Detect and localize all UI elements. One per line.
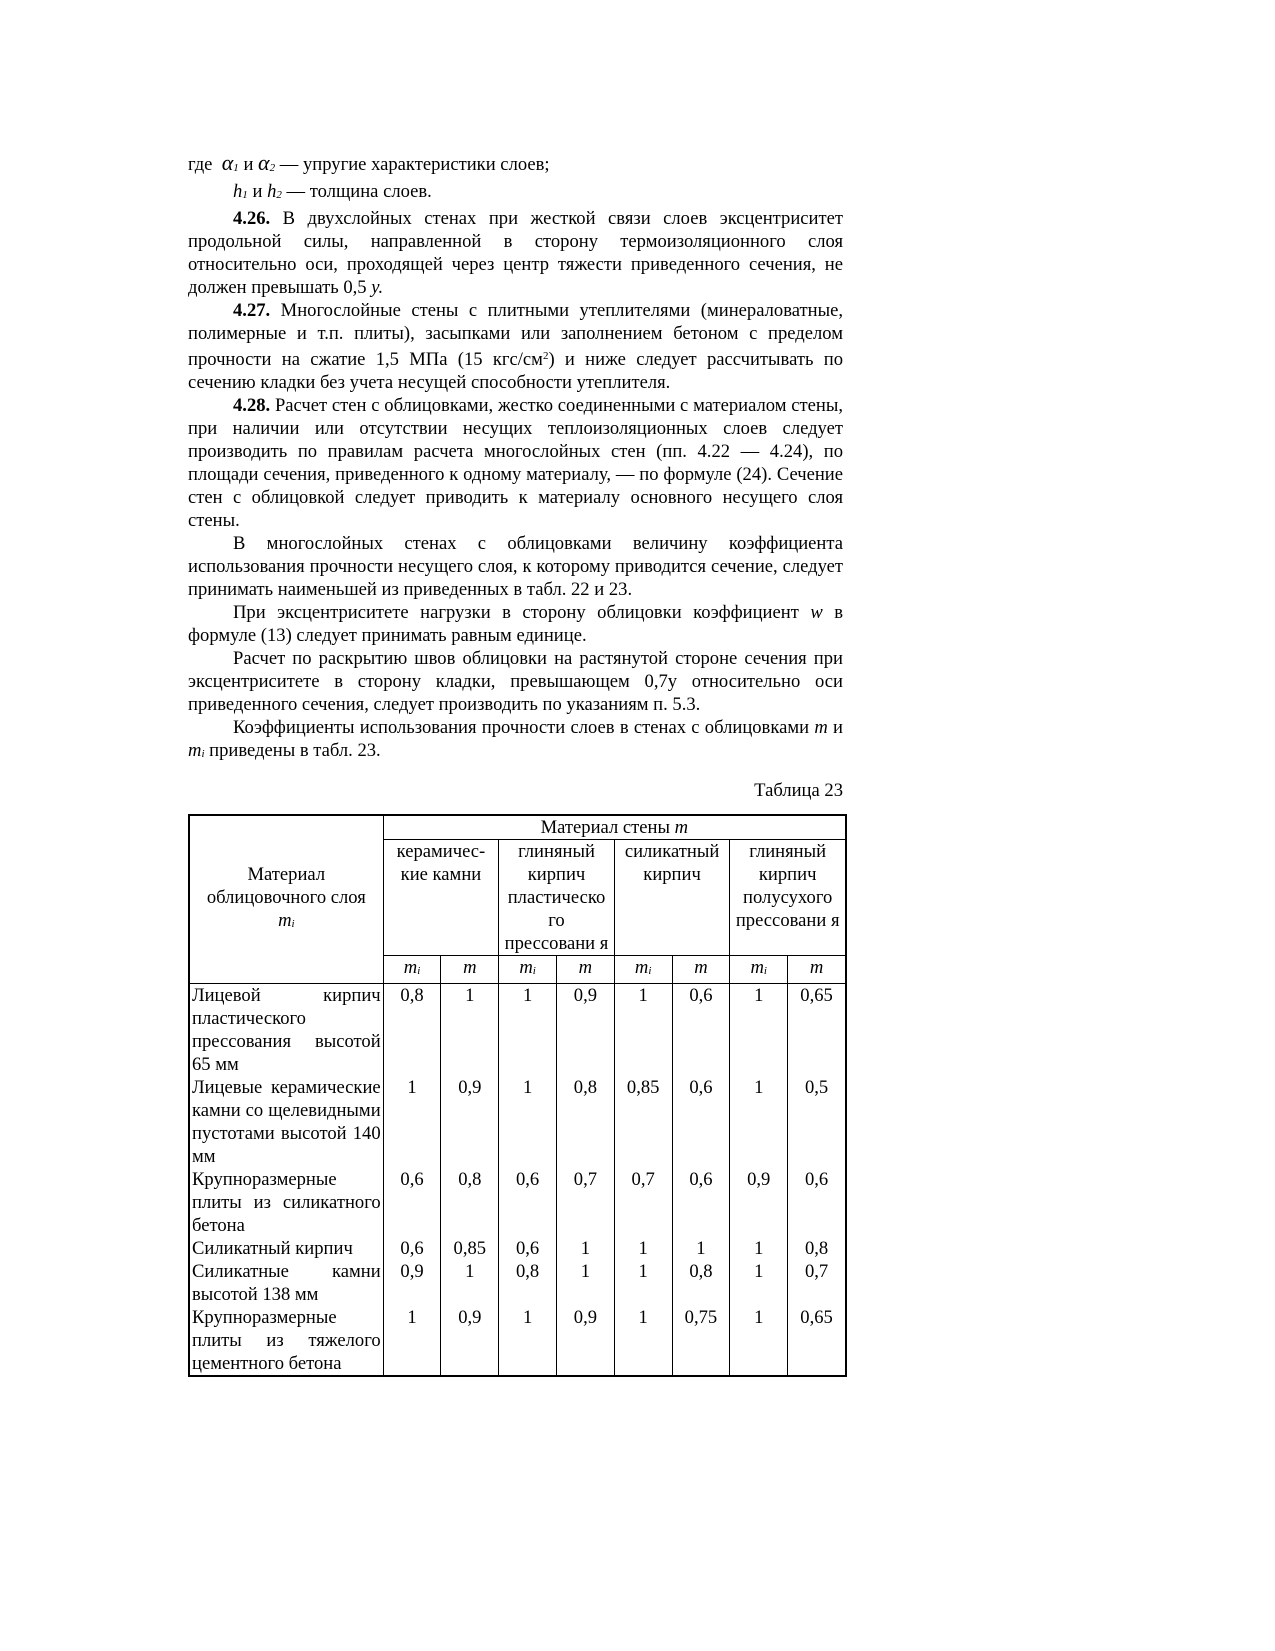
mi-subscript: i bbox=[648, 965, 652, 977]
row-label: Крупноразмерные плиты из силикатного бетона bbox=[189, 1168, 383, 1237]
table-cell: 1 bbox=[614, 1237, 672, 1260]
alpha2-symbol: α bbox=[258, 150, 270, 175]
table-cell: 0,8 bbox=[788, 1237, 846, 1260]
table-cell: 0,8 bbox=[441, 1168, 499, 1237]
table-cell: 1 bbox=[730, 1237, 788, 1260]
paragraph-multilayer bbox=[188, 532, 843, 601]
row-label: Крупноразмерные плиты из тяжелого цементного бетона bbox=[189, 1306, 383, 1376]
subheader-m: m bbox=[788, 956, 846, 984]
table-header-row bbox=[189, 815, 846, 840]
wall-material-label: Материал стены bbox=[540, 817, 670, 838]
table-cell: 1 bbox=[441, 1260, 499, 1306]
mi-subscript: i bbox=[201, 748, 205, 760]
mi-subscript: i bbox=[417, 965, 421, 977]
table-cell: 1 bbox=[672, 1237, 730, 1260]
mi-symbol: m bbox=[750, 957, 764, 978]
row-label: Лицевые керамические камни со щелевидными пустотами высотой 140 мм bbox=[189, 1076, 383, 1168]
subheader-mi bbox=[730, 956, 788, 984]
table-cell: 0,9 bbox=[557, 984, 615, 1077]
paragraph-text-continued: приведены в табл. 23. bbox=[209, 740, 381, 761]
paragraph-4-28 bbox=[188, 394, 843, 532]
row-label: Силикатный кирпич bbox=[189, 1237, 383, 1260]
table-cell: 0,6 bbox=[672, 1076, 730, 1168]
table-cell: 0,8 bbox=[383, 984, 441, 1077]
clause-number: 4.27. bbox=[233, 300, 271, 321]
table-cell: 1 bbox=[614, 984, 672, 1077]
group-header: керамичес-кие камни bbox=[383, 840, 499, 956]
table-cell: 1 bbox=[614, 1306, 672, 1376]
paragraph-crack bbox=[188, 647, 843, 716]
alpha1-subscript: 1 bbox=[233, 162, 239, 174]
table-row bbox=[189, 1076, 846, 1168]
group-header: глиняный кирпич полусухого прессовани я bbox=[730, 840, 846, 956]
mi-subscript: i bbox=[763, 965, 767, 977]
table-cell: 1 bbox=[557, 1260, 615, 1306]
clause-number: 4.26. bbox=[233, 208, 271, 229]
and-word: и bbox=[243, 154, 254, 175]
paragraph-text-continued: в формуле (13) следует принимать равным единице. bbox=[188, 602, 843, 646]
paragraph-text: Коэффициенты использования прочности слоев в стенах с облицовками bbox=[233, 717, 810, 738]
table-cell: 0,6 bbox=[383, 1237, 441, 1260]
alpha-definition bbox=[188, 151, 843, 180]
and-word: и bbox=[252, 181, 263, 202]
table-cell: 1 bbox=[730, 984, 788, 1077]
mi-symbol: m bbox=[188, 740, 202, 761]
paragraph-text-continued: ) и ниже следует рассчитывать по сечению кладки без учета несущей способности утеплителя. bbox=[188, 349, 843, 393]
table-cell: 0,6 bbox=[383, 1168, 441, 1237]
subheader-mi bbox=[499, 956, 557, 984]
mi-symbol: m bbox=[519, 957, 533, 978]
m-symbol: m bbox=[814, 717, 828, 738]
table-cell: 0,6 bbox=[499, 1237, 557, 1260]
wall-material-header bbox=[383, 815, 846, 840]
table-cell: 0,7 bbox=[614, 1168, 672, 1237]
paragraph-text: В двухслойных стенах при жесткой связи слоев эксцентриситет продольной силы, направленной в сторону термоизоляционного слоя относительно оси, проходящей через центр тяжести приведенного сечения, не должен превышать 0,5 bbox=[188, 208, 843, 298]
and-word: и bbox=[833, 717, 843, 738]
subheader-m: m bbox=[672, 956, 730, 984]
paragraph-4-26 bbox=[188, 207, 843, 299]
subheader-m: m bbox=[441, 956, 499, 984]
table-cell: 1 bbox=[730, 1076, 788, 1168]
w-symbol: w bbox=[810, 602, 823, 623]
table-cell: 0,9 bbox=[730, 1168, 788, 1237]
coefficients-table bbox=[188, 814, 847, 1377]
h2-symbol: h bbox=[267, 181, 277, 202]
alpha-description: — упругие характеристики слоев; bbox=[279, 154, 550, 175]
table-cell: 0,6 bbox=[499, 1168, 557, 1237]
table-cell: 0,6 bbox=[672, 1168, 730, 1237]
paragraph-text: Расчет по раскрытию швов облицовки на растянутой стороне сечения при эксцентриситете в сторону кладки, превышающем 0,7у относительно оси приведенного сечения, следует производить по указаниям п. 5.3. bbox=[188, 648, 843, 715]
table-cell: 0,6 bbox=[788, 1168, 846, 1237]
paragraph-text: Расчет стен с облицовками, жестко соединенными с материалом стены, при наличии или отсутствии несущих теплоизоляционных слоев следует производить по правилам расчета многослойных стен (пп. 4.22 — 4.24), по площади сечения, приведенного к одному материалу, — по формуле (24). Сечение стен с облицовкой следует приводить к материалу основного несущего слоя стены. bbox=[188, 395, 843, 531]
table-cell: 0,65 bbox=[788, 984, 846, 1077]
mi-symbol: m bbox=[634, 957, 649, 978]
table-cell: 0,8 bbox=[499, 1260, 557, 1306]
where-word: где bbox=[188, 154, 213, 175]
mi-subscript: i bbox=[532, 965, 536, 977]
table-cell: 0,65 bbox=[788, 1306, 846, 1376]
mi-symbol: m bbox=[403, 957, 418, 978]
group-header: глиняный кирпич пластическо го прессовани я bbox=[499, 840, 615, 956]
table-cell: 0,7 bbox=[788, 1260, 846, 1306]
table-cell: 0,9 bbox=[441, 1076, 499, 1168]
table-cell: 0,85 bbox=[614, 1076, 672, 1168]
subheader-m: m bbox=[557, 956, 615, 984]
paragraph-text: В многослойных стенах с облицовками величину коэффициента использования прочности несущего слоя, к которому приводится сечение, следует принимать наименьшей из приведенных в табл. 22 и 23. bbox=[188, 533, 843, 600]
paragraph-coefficients bbox=[188, 716, 843, 766]
table-row bbox=[189, 1237, 846, 1260]
row-label: Лицевой кирпич пластического прессования высотой 65 мм bbox=[189, 984, 383, 1077]
m-symbol: m bbox=[674, 817, 689, 838]
subheader-mi bbox=[614, 956, 672, 984]
document-page bbox=[188, 151, 843, 1377]
paragraph-text: При эксцентриситете нагрузки в сторону облицовки коэффициент bbox=[233, 602, 799, 623]
table-cell: 1 bbox=[499, 984, 557, 1077]
row-label: Силикатные камни высотой 138 мм bbox=[189, 1260, 383, 1306]
table-cell: 1 bbox=[383, 1076, 441, 1168]
table-cell: 1 bbox=[730, 1306, 788, 1376]
table-cell: 0,8 bbox=[672, 1260, 730, 1306]
h1-symbol: h bbox=[233, 181, 243, 202]
mi-subscript: i bbox=[291, 918, 295, 930]
y-symbol: y. bbox=[371, 277, 384, 298]
h2-subscript: 2 bbox=[276, 189, 282, 201]
facing-material-header bbox=[189, 815, 383, 984]
table-cell: 1 bbox=[614, 1260, 672, 1306]
table-cell: 0,9 bbox=[441, 1306, 499, 1376]
table-cell: 1 bbox=[730, 1260, 788, 1306]
table-cell: 1 bbox=[441, 984, 499, 1077]
table-row bbox=[189, 1306, 846, 1376]
table-cell: 0,8 bbox=[557, 1076, 615, 1168]
h-definition bbox=[188, 180, 843, 207]
clause-number: 4.28. bbox=[233, 395, 271, 416]
table-cell: 0,85 bbox=[441, 1237, 499, 1260]
table-row bbox=[189, 1260, 846, 1306]
h1-subscript: 1 bbox=[242, 189, 248, 201]
table-row bbox=[189, 984, 846, 1077]
table-cell: 0,5 bbox=[788, 1076, 846, 1168]
superscript: 2 bbox=[542, 350, 549, 362]
mi-symbol: m bbox=[278, 910, 292, 931]
table-cell: 0,6 bbox=[672, 984, 730, 1077]
table-cell: 1 bbox=[557, 1237, 615, 1260]
table-cell: 1 bbox=[499, 1306, 557, 1376]
alpha2-subscript: 2 bbox=[269, 162, 276, 174]
subheader-mi bbox=[383, 956, 441, 984]
h-description: — толщина слоев. bbox=[286, 181, 432, 202]
table-row bbox=[189, 1168, 846, 1237]
table-cell: 0,75 bbox=[672, 1306, 730, 1376]
table-cell: 0,9 bbox=[557, 1306, 615, 1376]
table-cell: 1 bbox=[383, 1306, 441, 1376]
table-caption: Таблица 23 bbox=[754, 780, 843, 801]
paragraph-4-27 bbox=[188, 299, 843, 394]
alpha1-symbol: α bbox=[221, 150, 234, 175]
table-cell: 0,9 bbox=[383, 1260, 441, 1306]
paragraph-text: Многослойные стены с плитными утеплителями (минераловатные, полимерные и т.п. плиты), засыпками или заполнением бетоном с пределом прочности на сжатие 1,5 МПа (15 кгс/см bbox=[188, 300, 843, 370]
group-header: силикатный кирпич bbox=[614, 840, 730, 956]
table-cell: 0,7 bbox=[557, 1168, 615, 1237]
table-cell: 1 bbox=[499, 1076, 557, 1168]
paragraph-eccentricity bbox=[188, 601, 843, 647]
facing-material-label: Материал облицовочного слоя bbox=[206, 864, 366, 908]
